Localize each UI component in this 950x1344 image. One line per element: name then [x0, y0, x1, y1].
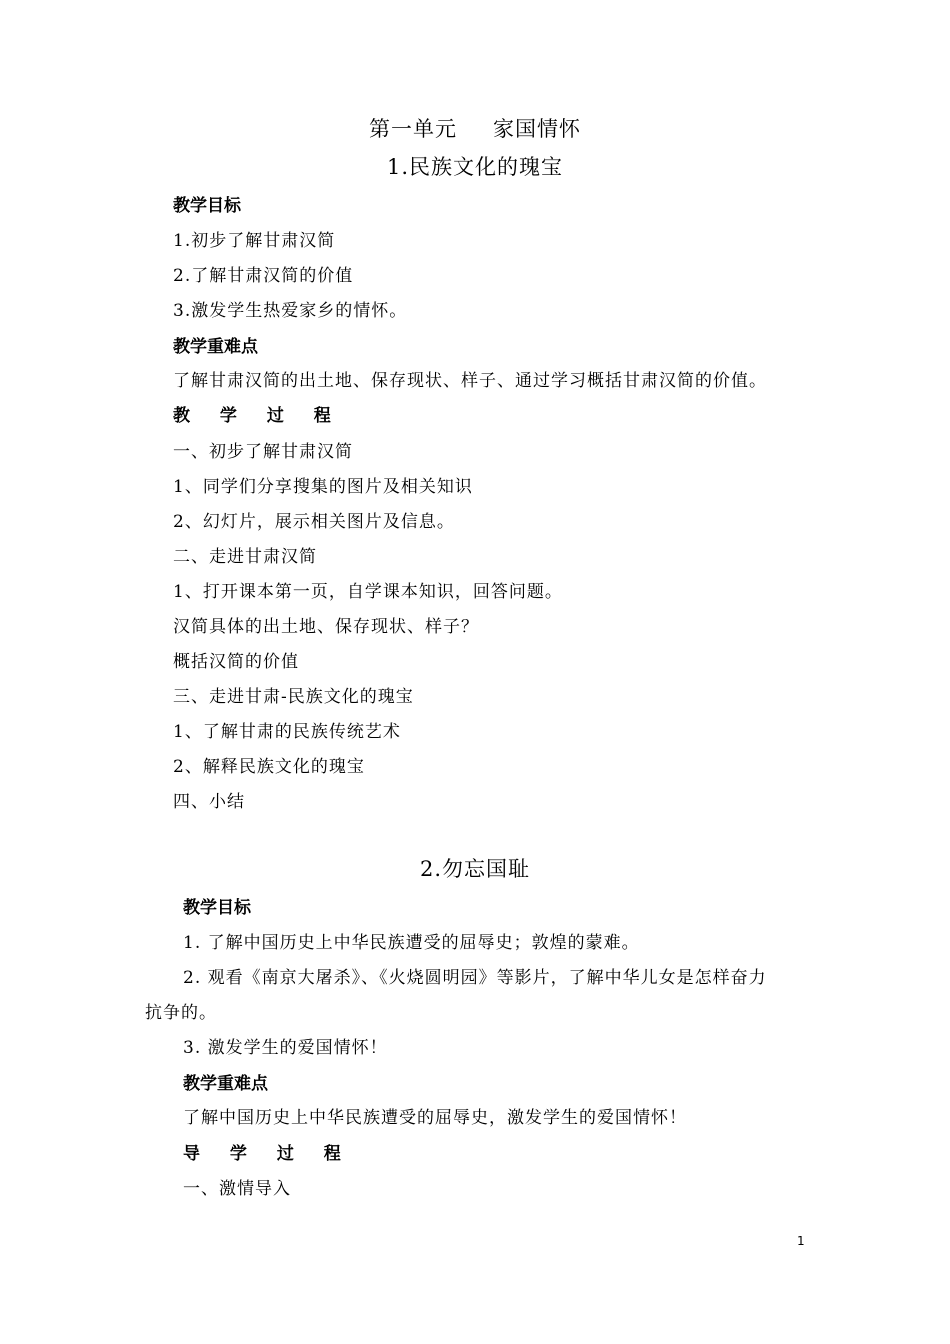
goal-item: 1. 了解中国历史上中华民族遭受的屈辱史；敦煌的蒙难。: [183, 933, 640, 953]
key-heading-2: 教学重难点: [183, 1074, 268, 1094]
goal-item: 1.初步了解甘肃汉简: [173, 231, 336, 251]
process-item: 1、同学们分享搜集的图片及相关知识: [173, 477, 473, 497]
goal-item: 3. 激发学生的爱国情怀！: [183, 1038, 388, 1058]
goal-item-continued: 抗争的。: [145, 1003, 217, 1023]
process-item: 二、走进甘肃汉简: [173, 547, 317, 567]
process-item: 概括汉简的价值: [173, 652, 299, 672]
goal-item: 2. 观看《南京大屠杀》、《火烧圆明园》等影片，了解中华儿女是怎样奋力: [183, 968, 767, 988]
goals-heading-2: 教学目标: [183, 898, 251, 918]
key-text-2: 了解中国历史上中华民族遭受的屈辱史，激发学生的爱国情怀！: [183, 1108, 687, 1128]
process-item: 2、解释民族文化的瑰宝: [173, 757, 365, 777]
unit-title: [0, 115, 950, 143]
process-item: 一、激情导入: [183, 1179, 291, 1199]
process-item: 2、幻灯片，展示相关图片及信息。: [173, 512, 455, 532]
goals-heading-1: 教学目标: [173, 196, 241, 216]
goal-item: 2.了解甘肃汉简的价值: [173, 266, 354, 286]
page-number: 1: [797, 1234, 805, 1248]
key-text-1: 了解甘肃汉简的出土地、保存现状、样子、通过学习概括甘肃汉简的价值。: [173, 371, 767, 391]
lesson-2-title: 2.勿忘国耻: [419, 857, 531, 881]
goal-item: 3.激发学生热爱家乡的情怀。: [173, 301, 408, 321]
process-item: 1、打开课本第一页，自学课本知识，回答问题。: [173, 582, 563, 602]
process-heading-1: 教 学 过 程: [173, 406, 343, 426]
process-item: 四、小结: [173, 792, 245, 812]
process-heading-2: 导 学 过 程: [183, 1144, 353, 1164]
lesson-1-title: 1.民族文化的瑰宝: [386, 155, 564, 179]
key-heading-1: 教学重难点: [173, 337, 258, 357]
process-item: 三、走进甘肃-民族文化的瑰宝: [173, 687, 414, 707]
unit-title-number: 第一单元: [369, 117, 457, 141]
process-item: 1、了解甘肃的民族传统艺术: [173, 722, 401, 742]
process-item: 一、初步了解甘肃汉简: [173, 442, 353, 462]
process-item: 汉简具体的出土地、保存现状、样子？: [173, 617, 479, 637]
unit-title-theme: 家国情怀: [493, 117, 581, 141]
